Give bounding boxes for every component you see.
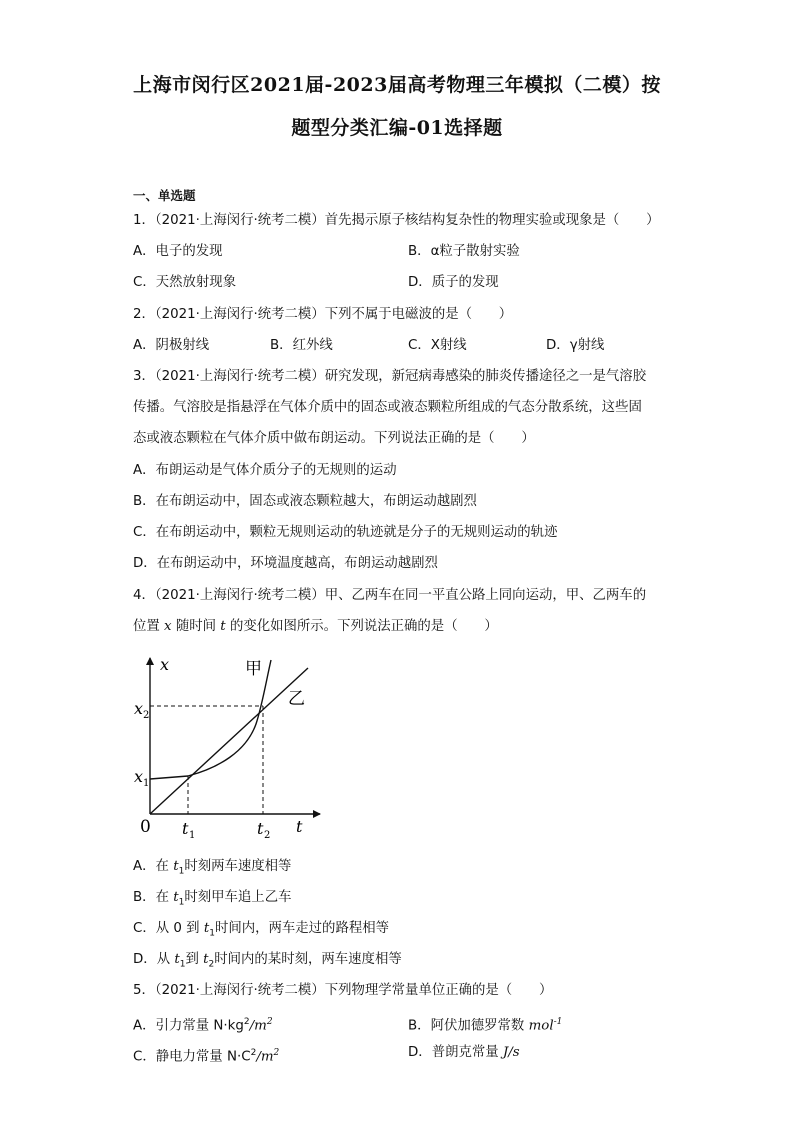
q4-d-mid: 到 xyxy=(185,952,204,967)
q5-d-pre: D．普朗克常量 xyxy=(408,1045,503,1060)
q3-option-b[interactable]: B．在布朗运动中，固态或液态颗粒越大，布朗运动越剧烈 xyxy=(133,494,477,509)
q4-stem-line-1: 4．（2021·上海闵行·统考二模）甲、乙两车在同一平直公路上同向运动，甲、乙两车的 xyxy=(133,588,647,603)
t1-label: t xyxy=(182,819,189,838)
q5-c-pre: C．静电力常量 N·C xyxy=(133,1049,251,1065)
t2-label: t xyxy=(257,819,264,838)
x-axis-label: t xyxy=(296,817,303,836)
q4-option-d[interactable] xyxy=(133,951,402,974)
q5-d-unit: J/s xyxy=(502,1045,520,1060)
q3-option-d[interactable]: D．在布朗运动中，环境温度越高，布朗运动越剧烈 xyxy=(133,556,438,571)
q3-stem-line-1: 3．（2021·上海闵行·统考二模）研究发现，新冠病毒感染的肺炎传播途径之一是气溶胶 xyxy=(133,369,647,384)
t1-subscript: 1 xyxy=(189,830,196,841)
section-heading: 一、单选题 xyxy=(133,188,196,203)
q5-a-sup: 2 xyxy=(243,1017,250,1027)
q4-d-sub1: 1 xyxy=(179,959,186,970)
x1-subscript: 1 xyxy=(143,778,150,789)
q2-option-b[interactable]: B．红外线 xyxy=(270,338,333,353)
x1-label: x xyxy=(134,767,144,786)
x2-subscript: 2 xyxy=(143,710,150,721)
q4-option-c[interactable] xyxy=(133,920,389,943)
q3-option-c[interactable]: C．在布朗运动中，颗粒无规则运动的轨迹就是分子的无规则运动的轨迹 xyxy=(133,525,558,540)
q5-option-b[interactable] xyxy=(408,1013,562,1035)
q4-d-t1: t xyxy=(174,952,180,967)
q1-stem: 1．（2021·上海闵行·统考二模）首先揭示原子核结构复杂性的物理实验或现象是（ ） xyxy=(133,213,660,228)
q3-stem-line-2: 传播。气溶胶是指悬浮在气体介质中的固态或液态颗粒所组成的气态分散系统，这些固 xyxy=(133,400,642,415)
q4-d-post: 时间内的某时刻，两车速度相等 xyxy=(214,952,402,967)
q2-option-a[interactable]: A．阴极射线 xyxy=(133,338,210,353)
origin-label: 0 xyxy=(140,817,151,837)
q1-option-d[interactable]: D．质子的发现 xyxy=(408,275,499,290)
q4-a-t: t xyxy=(173,859,179,874)
q4-a-post: 时刻两车速度相等 xyxy=(184,859,292,874)
t2-subscript: 2 xyxy=(264,830,271,841)
q4-c-t: t xyxy=(203,921,210,936)
q4-b-post: 时刻甲车追上乙车 xyxy=(184,890,292,905)
q1-option-a[interactable]: A．电子的发现 xyxy=(133,244,223,259)
q5-option-d[interactable] xyxy=(408,1044,520,1062)
q5-a-unit-sup: 2 xyxy=(266,1017,273,1027)
q4-c-pre: C．从 0 到 xyxy=(133,921,204,936)
x2-label: x xyxy=(134,699,144,718)
q4-d-sub2: 2 xyxy=(208,959,215,970)
q1-option-b[interactable]: B．α粒子散射实验 xyxy=(408,244,520,259)
y-axis-label: x xyxy=(160,655,170,674)
q4-a-sub: 1 xyxy=(178,866,185,877)
q5-option-a[interactable] xyxy=(133,1013,273,1035)
q4-b-t: t xyxy=(173,890,179,905)
q4-a-pre: A．在 xyxy=(133,859,174,874)
q5-c-unit: /m xyxy=(256,1049,274,1065)
q2-stem: 2．（2021·上海闵行·统考二模）下列不属于电磁波的是（ ） xyxy=(133,307,513,322)
q5-a-unit: /m xyxy=(249,1018,267,1034)
q4-stem-x: x xyxy=(164,619,172,634)
q4-d-t2: t xyxy=(203,952,209,967)
q4-option-b[interactable] xyxy=(133,889,291,912)
q4-c-sub: 1 xyxy=(209,928,215,939)
q3-option-a[interactable]: A．布朗运动是气体介质分子的无规则的运动 xyxy=(133,463,397,478)
q5-b-pre: B．阿伏加德罗常数 xyxy=(408,1018,529,1034)
q2-option-d[interactable]: D．γ射线 xyxy=(546,338,605,353)
q5-c-unit-sup: 2 xyxy=(273,1048,280,1058)
position-time-graph xyxy=(128,652,328,842)
q4-d-pre: D．从 xyxy=(133,952,175,967)
q5-stem: 5．（2021·上海闵行·统考二模）下列物理学常量单位正确的是（ ） xyxy=(133,983,553,998)
q3-stem-line-3: 态或液态颗粒在气体介质中做布朗运动。下列说法正确的是（ ） xyxy=(133,431,535,446)
q1-option-c[interactable]: C．天然放射现象 xyxy=(133,275,237,290)
q5-c-sup: 2 xyxy=(250,1048,257,1058)
q4-stem-line-2 xyxy=(133,618,498,636)
q5-option-c[interactable] xyxy=(133,1044,279,1066)
q4-option-a[interactable] xyxy=(133,858,291,881)
q4-stem-t: t xyxy=(220,619,226,634)
q4-b-sub: 1 xyxy=(178,897,185,908)
q4-stem-pre: 位置 xyxy=(133,619,165,634)
document-title-line-1: 上海市闵行区2021届-2023届高考物理三年模拟（二模）按 xyxy=(133,74,661,96)
jia-label: 甲 xyxy=(245,659,262,679)
q4-b-pre: B．在 xyxy=(133,890,174,905)
yi-label: 乙 xyxy=(288,689,305,709)
q5-b-unit-sup: -1 xyxy=(553,1017,563,1027)
q4-c-post: 时间内，两车走过的路程相等 xyxy=(214,921,390,936)
q4-stem-mid: 随时间 xyxy=(171,619,221,634)
q2-option-c[interactable]: C．X射线 xyxy=(408,338,467,353)
yi-line xyxy=(150,668,308,814)
q5-b-unit: mol xyxy=(528,1018,554,1034)
q5-a-pre: A．引力常量 N·kg xyxy=(133,1018,244,1034)
q4-stem-post: 的变化如图所示。下列说法正确的是（ ） xyxy=(225,619,498,634)
document-title-line-2: 题型分类汇编-01选择题 xyxy=(291,117,503,139)
